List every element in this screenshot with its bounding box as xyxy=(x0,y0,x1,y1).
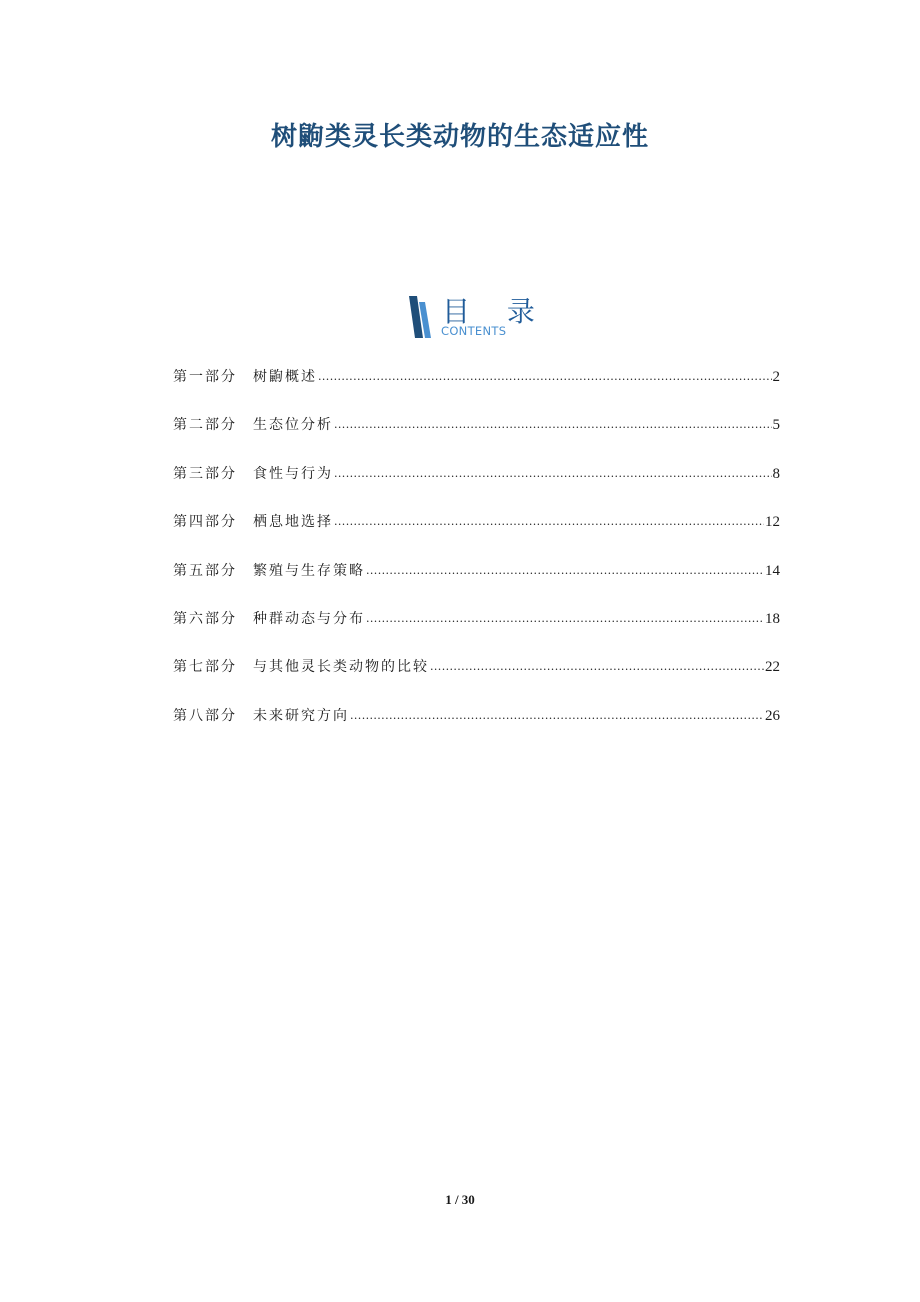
toc-entry-part-label: 第八部分 xyxy=(173,707,237,724)
toc-dot-leader xyxy=(430,655,764,678)
toc-entry-title: 栖息地选择 xyxy=(253,514,333,531)
toc-entry-page-number: 18 xyxy=(765,610,780,627)
toc-dot-leader xyxy=(350,704,764,727)
toc-entry-title: 繁殖与生存策略 xyxy=(253,562,365,579)
toc-entry-title: 与其他灵长类动物的比较 xyxy=(253,659,429,676)
toc-logo-icon xyxy=(407,296,431,338)
toc-entry-page-number: 5 xyxy=(772,417,780,434)
toc-entry-part-label: 第一部分 xyxy=(173,369,237,385)
document-title: 树鼩类灵长类动物的生态适应性 xyxy=(270,122,649,152)
toc-entry-page-number: 14 xyxy=(765,562,780,579)
toc-dot-leader xyxy=(334,510,764,533)
toc-entry-page-number: 26 xyxy=(765,707,780,724)
toc-entry-part-3[interactable] xyxy=(173,463,780,511)
toc-entry-part-label: 第七部分 xyxy=(173,659,237,676)
toc-entry-title: 种群动态与分布 xyxy=(253,610,365,627)
toc-entry-part-6[interactable] xyxy=(173,608,780,656)
toc-entry-title: 食性与行为 xyxy=(253,465,333,482)
toc-entry-part-label: 第二部分 xyxy=(173,417,237,434)
toc-entry-part-8[interactable] xyxy=(173,705,780,753)
toc-entry-page-number: 22 xyxy=(765,659,780,676)
toc-entry-title: 树鼩概述 xyxy=(253,369,317,385)
table-of-contents xyxy=(173,366,780,753)
toc-entry-part-4[interactable] xyxy=(173,511,780,559)
toc-entry-part-label: 第五部分 xyxy=(173,562,237,579)
toc-dot-leader xyxy=(334,462,772,485)
toc-entry-page-number: 12 xyxy=(765,514,780,531)
toc-dot-leader xyxy=(366,559,764,582)
toc-entry-part-label: 第四部分 xyxy=(173,514,237,531)
toc-entry-title: 未来研究方向 xyxy=(253,707,349,724)
toc-entry-part-5[interactable] xyxy=(173,560,780,608)
toc-heading: 目 录 xyxy=(442,295,549,328)
toc-entry-part-label: 第六部分 xyxy=(173,610,237,627)
toc-entry-page-number: 2 xyxy=(772,369,780,385)
page-number-footer: 1 / 30 xyxy=(445,1192,475,1207)
toc-entry-part-2[interactable] xyxy=(173,414,780,462)
toc-dot-leader xyxy=(318,365,772,388)
toc-entry-part-7[interactable] xyxy=(173,656,780,704)
toc-dot-leader xyxy=(366,607,764,630)
toc-entry-part-label: 第三部分 xyxy=(173,465,237,482)
toc-entry-title: 生态位分析 xyxy=(253,417,333,434)
toc-dot-leader xyxy=(334,413,772,436)
toc-subheading: CONTENTS xyxy=(441,324,507,338)
toc-entry-page-number: 8 xyxy=(772,465,780,482)
toc-entry-part-1[interactable] xyxy=(173,366,780,414)
toc-header xyxy=(407,294,549,340)
